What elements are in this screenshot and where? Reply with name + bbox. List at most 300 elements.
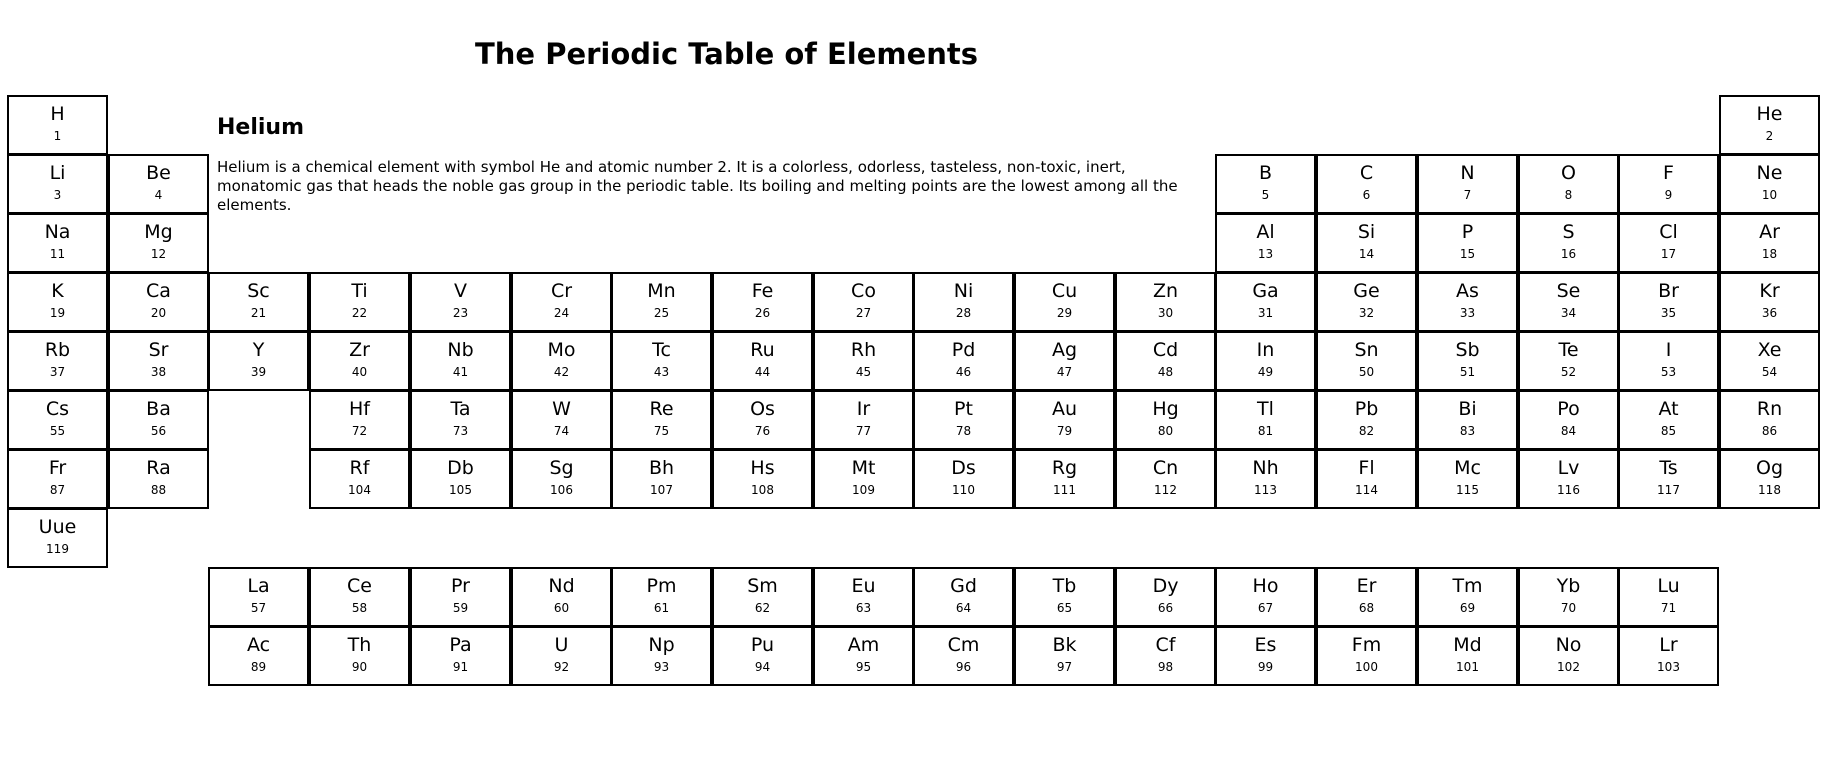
element-cell-sn[interactable] — [1316, 331, 1417, 391]
element-cell-s[interactable] — [1518, 213, 1619, 273]
selected-element-description: Helium is a chemical element with symbol He and atomic number 2. It is a colorless, odorless, tasteless, non-toxic, inert, monatomic gas that heads the noble gas group in the periodic table. Its boiling and melting points are the lowest among all the elements. — [217, 158, 1178, 214]
element-cell-bh[interactable] — [611, 449, 712, 509]
element-cell-ga[interactable] — [1215, 272, 1316, 332]
element-symbol: Hg — [1152, 398, 1179, 420]
element-cell-h[interactable] — [7, 95, 108, 155]
element-cell-sc[interactable] — [208, 272, 309, 332]
element-atomic-number: 74 — [553, 424, 570, 438]
element-symbol: Ar — [1759, 221, 1780, 243]
element-symbol: Cm — [947, 634, 980, 656]
element-atomic-number: 99 — [1257, 660, 1274, 674]
element-cell-na[interactable] — [7, 213, 108, 273]
element-symbol: Ni — [953, 280, 974, 302]
element-cell-fr[interactable] — [7, 449, 108, 509]
element-atomic-number: 9 — [1664, 188, 1673, 202]
element-cell-fl[interactable] — [1316, 449, 1417, 509]
element-cell-pa[interactable] — [410, 626, 511, 686]
element-cell-i[interactable] — [1618, 331, 1719, 391]
element-cell-sb[interactable] — [1417, 331, 1518, 391]
element-atomic-number: 97 — [1056, 660, 1073, 674]
element-symbol: C — [1359, 162, 1374, 184]
element-atomic-number: 92 — [553, 660, 570, 674]
element-atomic-number: 111 — [1053, 483, 1076, 497]
element-cell-bk[interactable] — [1014, 626, 1115, 686]
element-atomic-number: 71 — [1660, 601, 1677, 615]
element-symbol: Lu — [1657, 575, 1680, 597]
element-cell-pr[interactable] — [410, 567, 511, 627]
element-cell-es[interactable] — [1215, 626, 1316, 686]
element-atomic-number: 87 — [49, 483, 66, 497]
element-atomic-number: 58 — [351, 601, 368, 615]
element-symbol: Th — [347, 634, 372, 656]
element-atomic-number: 64 — [955, 601, 972, 615]
element-cell-at[interactable] — [1618, 390, 1719, 450]
element-cell-c[interactable] — [1316, 154, 1417, 214]
element-cell-tb[interactable] — [1014, 567, 1115, 627]
element-cell-zr[interactable] — [309, 331, 410, 391]
element-cell-si[interactable] — [1316, 213, 1417, 273]
element-symbol: Li — [49, 162, 66, 184]
element-symbol: Fl — [1358, 457, 1375, 479]
element-cell-ca[interactable] — [108, 272, 209, 332]
element-atomic-number: 52 — [1560, 365, 1577, 379]
element-cell-b[interactable] — [1215, 154, 1316, 214]
element-cell-mn[interactable] — [611, 272, 712, 332]
element-cell-tm[interactable] — [1417, 567, 1518, 627]
element-symbol: Kr — [1759, 280, 1780, 302]
element-atomic-number: 24 — [553, 306, 570, 320]
element-symbol: Nb — [447, 339, 474, 361]
element-symbol: Co — [851, 280, 876, 302]
element-cell-th[interactable] — [309, 626, 410, 686]
element-cell-ba[interactable] — [108, 390, 209, 450]
element-atomic-number: 40 — [351, 365, 368, 379]
element-symbol: Mn — [647, 280, 676, 302]
element-atomic-number: 34 — [1560, 306, 1577, 320]
element-symbol: Nh — [1252, 457, 1279, 479]
element-symbol: Fr — [48, 457, 67, 479]
element-cell-as[interactable] — [1417, 272, 1518, 332]
element-atomic-number: 110 — [952, 483, 975, 497]
element-cell-cd[interactable] — [1115, 331, 1216, 391]
element-symbol: La — [247, 575, 270, 597]
element-symbol: Db — [447, 457, 474, 479]
element-atomic-number: 108 — [751, 483, 774, 497]
element-atomic-number: 116 — [1557, 483, 1580, 497]
element-symbol: Rb — [44, 339, 71, 361]
element-cell-au[interactable] — [1014, 390, 1115, 450]
element-symbol: Mg — [144, 221, 173, 243]
element-atomic-number: 112 — [1154, 483, 1177, 497]
element-cell-gd[interactable] — [913, 567, 1014, 627]
element-symbol: Tc — [652, 339, 671, 361]
element-cell-ta[interactable] — [410, 390, 511, 450]
element-cell-u[interactable] — [511, 626, 612, 686]
element-atomic-number: 32 — [1358, 306, 1375, 320]
element-atomic-number: 69 — [1459, 601, 1476, 615]
element-symbol: Al — [1256, 221, 1275, 243]
element-cell-ni[interactable] — [913, 272, 1014, 332]
element-symbol: Br — [1658, 280, 1679, 302]
element-cell-he[interactable] — [1719, 95, 1820, 155]
element-cell-y[interactable] — [208, 331, 309, 391]
element-cell-am[interactable] — [813, 626, 914, 686]
element-symbol: Ti — [351, 280, 368, 302]
element-symbol: Zr — [349, 339, 370, 361]
element-cell-sr[interactable] — [108, 331, 209, 391]
element-atomic-number: 11 — [49, 247, 66, 261]
element-atomic-number: 39 — [250, 365, 267, 379]
element-symbol: Ga — [1252, 280, 1279, 302]
element-symbol: S — [1562, 221, 1575, 243]
element-cell-o[interactable] — [1518, 154, 1619, 214]
element-symbol: Mt — [851, 457, 876, 479]
element-atomic-number: 96 — [955, 660, 972, 674]
element-cell-ne[interactable] — [1719, 154, 1820, 214]
element-symbol: Ce — [347, 575, 372, 597]
element-symbol: Os — [750, 398, 775, 420]
element-symbol: Pb — [1354, 398, 1379, 420]
element-atomic-number: 83 — [1459, 424, 1476, 438]
element-atomic-number: 44 — [754, 365, 771, 379]
element-cell-n[interactable] — [1417, 154, 1518, 214]
element-symbol: Cr — [550, 280, 573, 302]
element-info-panel — [217, 112, 1207, 215]
element-atomic-number: 89 — [250, 660, 267, 674]
element-symbol: Cf — [1155, 634, 1176, 656]
element-atomic-number: 78 — [955, 424, 972, 438]
element-symbol: W — [552, 398, 571, 420]
element-atomic-number: 37 — [49, 365, 66, 379]
element-cell-cu[interactable] — [1014, 272, 1115, 332]
element-atomic-number: 16 — [1560, 247, 1577, 261]
element-cell-sg[interactable] — [511, 449, 612, 509]
element-symbol: Sc — [247, 280, 270, 302]
element-atomic-number: 103 — [1657, 660, 1680, 674]
element-symbol: B — [1258, 162, 1273, 184]
element-atomic-number: 86 — [1761, 424, 1778, 438]
element-atomic-number: 102 — [1557, 660, 1580, 674]
element-symbol: Rg — [1051, 457, 1078, 479]
element-cell-rb[interactable] — [7, 331, 108, 391]
element-symbol: Be — [146, 162, 171, 184]
element-symbol: Pu — [750, 634, 775, 656]
element-cell-ce[interactable] — [309, 567, 410, 627]
element-symbol: Ru — [750, 339, 775, 361]
element-symbol: Tl — [1257, 398, 1274, 420]
element-atomic-number: 113 — [1254, 483, 1277, 497]
element-atomic-number: 19 — [49, 306, 66, 320]
element-symbol: Tm — [1452, 575, 1483, 597]
element-cell-cm[interactable] — [913, 626, 1014, 686]
element-atomic-number: 68 — [1358, 601, 1375, 615]
element-atomic-number: 12 — [150, 247, 167, 261]
element-symbol: O — [1561, 162, 1576, 184]
element-cell-nh[interactable] — [1215, 449, 1316, 509]
element-atomic-number: 26 — [754, 306, 771, 320]
element-symbol: Na — [44, 221, 71, 243]
element-atomic-number: 101 — [1456, 660, 1479, 674]
element-symbol: Re — [649, 398, 674, 420]
element-cell-ra[interactable] — [108, 449, 209, 509]
element-atomic-number: 5 — [1261, 188, 1270, 202]
element-atomic-number: 79 — [1056, 424, 1073, 438]
element-atomic-number: 8 — [1564, 188, 1573, 202]
element-atomic-number: 106 — [550, 483, 573, 497]
element-atomic-number: 63 — [855, 601, 872, 615]
element-cell-hg[interactable] — [1115, 390, 1216, 450]
element-atomic-number: 117 — [1657, 483, 1680, 497]
element-symbol: Sr — [148, 339, 169, 361]
element-atomic-number: 56 — [150, 424, 167, 438]
element-symbol: Zn — [1152, 280, 1179, 302]
element-atomic-number: 81 — [1257, 424, 1274, 438]
element-symbol: Sg — [549, 457, 574, 479]
element-cell-k[interactable] — [7, 272, 108, 332]
element-cell-ts[interactable] — [1618, 449, 1719, 509]
element-atomic-number: 118 — [1758, 483, 1781, 497]
element-symbol: Uue — [38, 516, 77, 538]
element-cell-zn[interactable] — [1115, 272, 1216, 332]
element-cell-v[interactable] — [410, 272, 511, 332]
element-symbol: Bi — [1458, 398, 1477, 420]
element-atomic-number: 13 — [1257, 247, 1274, 261]
element-symbol: No — [1555, 634, 1582, 656]
element-atomic-number: 91 — [452, 660, 469, 674]
element-atomic-number: 77 — [855, 424, 872, 438]
element-atomic-number: 61 — [653, 601, 670, 615]
element-atomic-number: 18 — [1761, 247, 1778, 261]
element-atomic-number: 43 — [653, 365, 670, 379]
element-atomic-number: 82 — [1358, 424, 1375, 438]
element-cell-rn[interactable] — [1719, 390, 1820, 450]
element-symbol: Cl — [1659, 221, 1678, 243]
element-cell-np[interactable] — [611, 626, 712, 686]
element-atomic-number: 85 — [1660, 424, 1677, 438]
element-symbol: Pd — [951, 339, 976, 361]
element-cell-cs[interactable] — [7, 390, 108, 450]
element-cell-re[interactable] — [611, 390, 712, 450]
element-cell-cf[interactable] — [1115, 626, 1216, 686]
element-symbol: Es — [1254, 634, 1277, 656]
element-cell-be[interactable] — [108, 154, 209, 214]
element-cell-md[interactable] — [1417, 626, 1518, 686]
element-atomic-number: 62 — [754, 601, 771, 615]
element-cell-ru[interactable] — [712, 331, 813, 391]
element-atomic-number: 4 — [154, 188, 163, 202]
element-symbol: Lr — [1659, 634, 1678, 656]
element-symbol: Y — [252, 339, 265, 361]
element-cell-ho[interactable] — [1215, 567, 1316, 627]
element-cell-f[interactable] — [1618, 154, 1719, 214]
element-cell-cl[interactable] — [1618, 213, 1719, 273]
element-cell-ag[interactable] — [1014, 331, 1115, 391]
element-symbol: Nd — [548, 575, 575, 597]
element-cell-sm[interactable] — [712, 567, 813, 627]
element-symbol: Rh — [850, 339, 877, 361]
element-cell-db[interactable] — [410, 449, 511, 509]
element-symbol: Yb — [1556, 575, 1581, 597]
element-cell-ar[interactable] — [1719, 213, 1820, 273]
element-atomic-number: 76 — [754, 424, 771, 438]
element-symbol: Ne — [1756, 162, 1783, 184]
element-cell-ge[interactable] — [1316, 272, 1417, 332]
element-cell-pb[interactable] — [1316, 390, 1417, 450]
element-cell-co[interactable] — [813, 272, 914, 332]
element-cell-kr[interactable] — [1719, 272, 1820, 332]
element-symbol: Og — [1755, 457, 1783, 479]
element-cell-ti[interactable] — [309, 272, 410, 332]
element-cell-fe[interactable] — [712, 272, 813, 332]
element-cell-lu[interactable] — [1618, 567, 1719, 627]
element-atomic-number: 84 — [1560, 424, 1577, 438]
element-cell-tc[interactable] — [611, 331, 712, 391]
element-cell-li[interactable] — [7, 154, 108, 214]
element-atomic-number: 114 — [1355, 483, 1378, 497]
element-cell-tl[interactable] — [1215, 390, 1316, 450]
element-atomic-number: 25 — [653, 306, 670, 320]
element-atomic-number: 36 — [1761, 306, 1778, 320]
element-atomic-number: 54 — [1761, 365, 1778, 379]
element-cell-cn[interactable] — [1115, 449, 1216, 509]
element-cell-te[interactable] — [1518, 331, 1619, 391]
element-symbol: Sn — [1354, 339, 1379, 361]
element-cell-nb[interactable] — [410, 331, 511, 391]
element-atomic-number: 70 — [1560, 601, 1577, 615]
element-symbol: Ac — [246, 634, 271, 656]
element-atomic-number: 22 — [351, 306, 368, 320]
element-cell-p[interactable] — [1417, 213, 1518, 273]
element-cell-os[interactable] — [712, 390, 813, 450]
element-symbol: As — [1456, 280, 1479, 302]
element-cell-br[interactable] — [1618, 272, 1719, 332]
element-cell-og[interactable] — [1719, 449, 1820, 509]
element-symbol: U — [554, 634, 569, 656]
element-atomic-number: 93 — [653, 660, 670, 674]
element-atomic-number: 10 — [1761, 188, 1778, 202]
element-symbol: Am — [847, 634, 880, 656]
element-cell-w[interactable] — [511, 390, 612, 450]
element-cell-hf[interactable] — [309, 390, 410, 450]
element-atomic-number: 23 — [452, 306, 469, 320]
element-symbol: Bh — [648, 457, 675, 479]
element-cell-ac[interactable] — [208, 626, 309, 686]
element-symbol: Cu — [1051, 280, 1078, 302]
element-symbol: Hf — [349, 398, 370, 420]
element-cell-pt[interactable] — [913, 390, 1014, 450]
element-cell-pm[interactable] — [611, 567, 712, 627]
element-symbol: H — [50, 103, 65, 125]
element-symbol: Ho — [1252, 575, 1279, 597]
element-cell-bi[interactable] — [1417, 390, 1518, 450]
element-symbol: P — [1461, 221, 1474, 243]
element-symbol: Np — [648, 634, 675, 656]
element-atomic-number: 46 — [955, 365, 972, 379]
element-atomic-number: 21 — [250, 306, 267, 320]
element-cell-rh[interactable] — [813, 331, 914, 391]
element-cell-mg[interactable] — [108, 213, 209, 273]
element-atomic-number: 20 — [150, 306, 167, 320]
element-symbol: Si — [1357, 221, 1376, 243]
element-atomic-number: 72 — [351, 424, 368, 438]
element-symbol: Rn — [1756, 398, 1783, 420]
element-symbol: Sm — [747, 575, 778, 597]
element-atomic-number: 59 — [452, 601, 469, 615]
element-cell-yb[interactable] — [1518, 567, 1619, 627]
element-cell-mc[interactable] — [1417, 449, 1518, 509]
element-atomic-number: 50 — [1358, 365, 1375, 379]
element-atomic-number: 107 — [650, 483, 673, 497]
element-cell-lr[interactable] — [1618, 626, 1719, 686]
element-symbol: Sb — [1455, 339, 1480, 361]
element-atomic-number: 45 — [855, 365, 872, 379]
element-cell-ds[interactable] — [913, 449, 1014, 509]
element-atomic-number: 51 — [1459, 365, 1476, 379]
element-cell-po[interactable] — [1518, 390, 1619, 450]
element-cell-rf[interactable] — [309, 449, 410, 509]
element-cell-mo[interactable] — [511, 331, 612, 391]
element-atomic-number: 33 — [1459, 306, 1476, 320]
element-cell-la[interactable] — [208, 567, 309, 627]
element-cell-er[interactable] — [1316, 567, 1417, 627]
element-symbol: Te — [1558, 339, 1579, 361]
element-symbol: Po — [1557, 398, 1580, 420]
element-cell-fm[interactable] — [1316, 626, 1417, 686]
element-cell-al[interactable] — [1215, 213, 1316, 273]
element-cell-no[interactable] — [1518, 626, 1619, 686]
element-symbol: Fe — [751, 280, 774, 302]
element-cell-se[interactable] — [1518, 272, 1619, 332]
element-symbol: Lv — [1557, 457, 1580, 479]
element-cell-pu[interactable] — [712, 626, 813, 686]
element-symbol: F — [1663, 162, 1674, 184]
element-atomic-number: 88 — [150, 483, 167, 497]
element-symbol: Pt — [954, 398, 973, 420]
element-cell-pd[interactable] — [913, 331, 1014, 391]
element-atomic-number: 7 — [1463, 188, 1472, 202]
element-atomic-number: 27 — [855, 306, 872, 320]
element-symbol: Eu — [851, 575, 876, 597]
element-cell-xe[interactable] — [1719, 331, 1820, 391]
element-atomic-number: 49 — [1257, 365, 1274, 379]
element-symbol: V — [454, 280, 467, 302]
element-cell-lv[interactable] — [1518, 449, 1619, 509]
element-atomic-number: 57 — [250, 601, 267, 615]
element-symbol: Ge — [1353, 280, 1380, 302]
element-symbol: Au — [1051, 398, 1078, 420]
element-atomic-number: 60 — [553, 601, 570, 615]
element-symbol: Ds — [951, 457, 976, 479]
element-cell-cr[interactable] — [511, 272, 612, 332]
element-symbol: Md — [1453, 634, 1482, 656]
element-atomic-number: 109 — [852, 483, 875, 497]
element-cell-rg[interactable] — [1014, 449, 1115, 509]
element-atomic-number: 2 — [1765, 129, 1774, 143]
element-symbol: Dy — [1152, 575, 1179, 597]
element-cell-ir[interactable] — [813, 390, 914, 450]
element-symbol: Ca — [146, 280, 171, 302]
element-cell-eu[interactable] — [813, 567, 914, 627]
element-atomic-number: 30 — [1157, 306, 1174, 320]
element-cell-in[interactable] — [1215, 331, 1316, 391]
element-cell-uue[interactable] — [7, 508, 108, 568]
element-atomic-number: 41 — [452, 365, 469, 379]
element-cell-nd[interactable] — [511, 567, 612, 627]
element-cell-dy[interactable] — [1115, 567, 1216, 627]
element-symbol: Pa — [449, 634, 472, 656]
element-cell-mt[interactable] — [813, 449, 914, 509]
element-cell-hs[interactable] — [712, 449, 813, 509]
